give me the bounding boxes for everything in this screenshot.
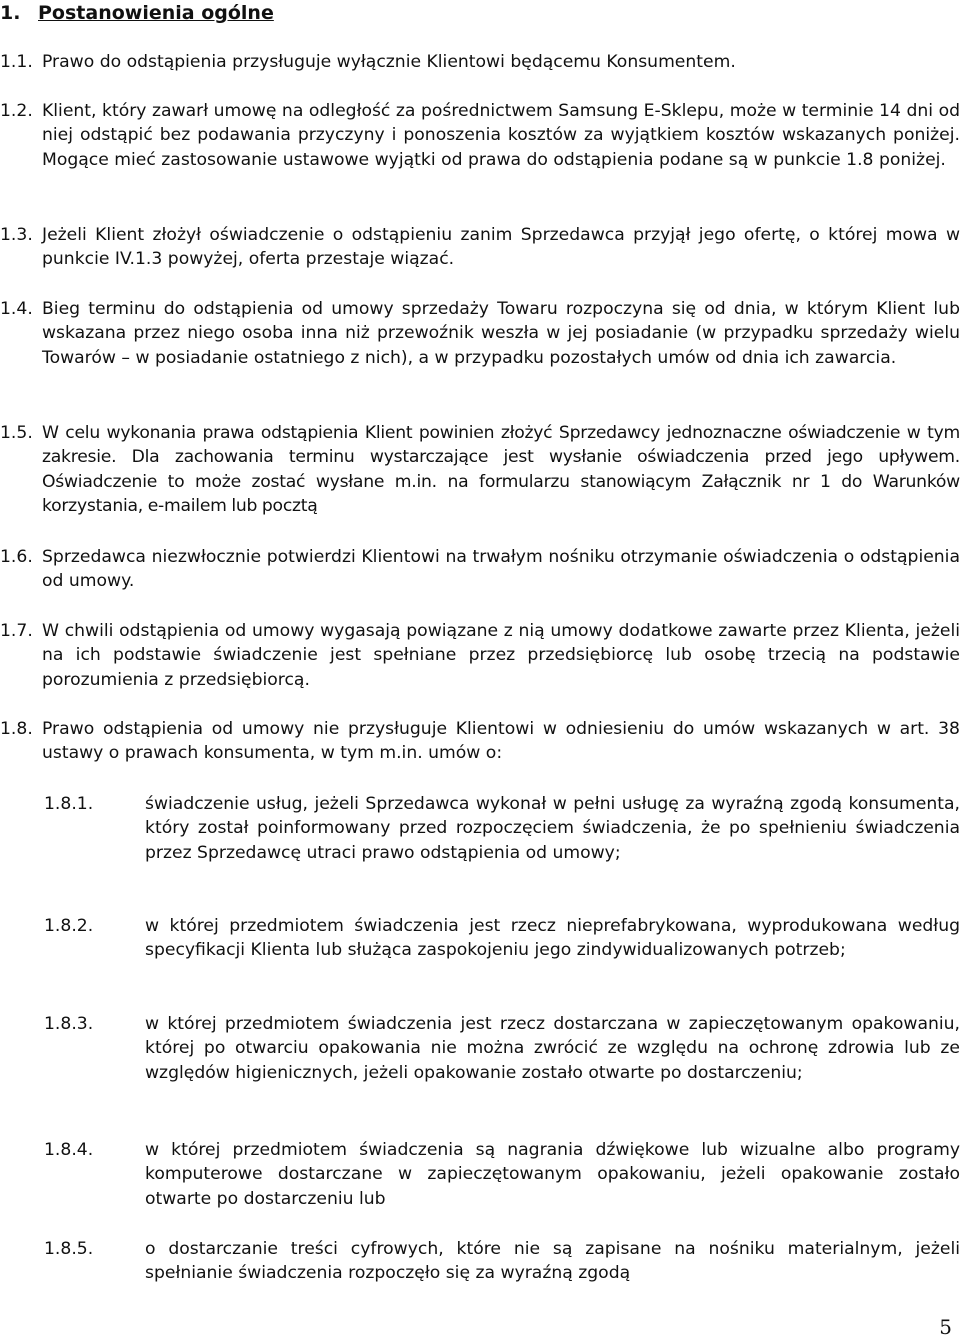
paragraph-1-5: [0, 421, 960, 519]
subitem-1-8-4: [0, 1138, 960, 1211]
paragraph-text: Bieg terminu do odstąpienia od umowy sprzedaży Towaru rozpoczyna się od dnia, w którym Klient lub wskazana przez niego osoba inna niż przewoźnik weszła w jej posiadanie (w przypadku sprzedaży wielu Towarów – w posiadanie ostatniego z nich), a w przypadku pozostałych umów od dnia ich zawarcia.: [42, 299, 960, 368]
paragraph-1-6: [0, 545, 960, 594]
paragraph-1-8: [0, 717, 960, 766]
subitem-text: w której przedmiotem świadczenia jest rzecz dostarczana w zapieczętowanym opakowaniu, której po otwarciu opakowania nie można zwrócić ze względu na ochronę zdrowia lub ze względów higienicznych, jeżeli opakowanie zostało otwarte po dostarczeniu;: [145, 1014, 960, 1083]
paragraph-number: 1.6.: [0, 547, 33, 567]
paragraph-number: 1.8.: [0, 719, 33, 739]
paragraph-1-1: [0, 50, 960, 74]
subitem-number: 1.8.5.: [44, 1239, 94, 1259]
paragraph-number: 1.3.: [0, 225, 33, 245]
paragraph-1-7: [0, 619, 960, 692]
subitem-number: 1.8.2.: [44, 916, 94, 936]
section-heading: [0, 2, 274, 24]
paragraph-text: Jeżeli Klient złożył oświadczenie o odstąpieniu zanim Sprzedawca przyjął jego ofertę, o której mowa w punkcie IV.1.3 powyżej, oferta przestaje wiązać.: [42, 225, 960, 270]
subitem-text: w której przedmiotem świadczenia są nagrania dźwiękowe lub wizualne albo programy komputerowe dostarczane w zapieczętowanym opakowaniu, jeżeli opakowanie zostało otwarte po dostarczeniu lub: [145, 1140, 960, 1209]
paragraph-number: 1.5.: [0, 423, 33, 443]
subitem-number: 1.8.1.: [44, 794, 94, 814]
paragraph-1-3: [0, 223, 960, 272]
paragraph-text: Prawo odstąpienia od umowy nie przysługuje Klientowi w odniesieniu do umów wskazanych w art. 38 ustawy o prawach konsumenta, w tym m.in. umów o:: [42, 719, 960, 764]
subitem-text: w której przedmiotem świadczenia jest rzecz nieprefabrykowana, wyprodukowana według specyfikacji Klienta lub służąca zaspokojeniu jego zindywidualizowanych potrzeb;: [145, 916, 960, 961]
paragraph-text: W chwili odstąpienia od umowy wygasają powiązane z nią umowy dodatkowe zawarte przez Klienta, jeżeli na ich podstawie świadczenie jest spełniane przez przedsiębiorcę lub osobę trzecią na podstawie porozumienia z przedsiębiorcą.: [42, 621, 960, 690]
page-number: 5: [939, 1315, 952, 1339]
paragraph-text: Sprzedawca niezwłocznie potwierdzi Klientowi na trwałym nośniku otrzymanie oświadczenia o odstąpienia od umowy.: [42, 547, 960, 592]
paragraph-number: 1.4.: [0, 299, 33, 319]
subitem-number: 1.8.3.: [44, 1014, 94, 1034]
subitem-1-8-2: [0, 914, 960, 963]
paragraph-1-4: [0, 297, 960, 370]
subitem-1-8-5: [0, 1237, 960, 1286]
paragraph-number: 1.2.: [0, 101, 33, 121]
paragraph-number: 1.1.: [0, 52, 33, 72]
section-title: Postanowienia ogólne: [38, 2, 274, 24]
paragraph-1-2: [0, 99, 960, 172]
subitem-text: o dostarczanie treści cyfrowych, które nie są zapisane na nośniku materialnym, jeżeli spełnianie świadczenia rozpoczęło się za wyraźną zgodą: [145, 1239, 960, 1284]
subitem-number: 1.8.4.: [44, 1140, 94, 1160]
paragraph-text: Prawo do odstąpienia przysługuje wyłącznie Klientowi będącemu Konsumentem.: [42, 52, 736, 72]
subitem-1-8-1: [0, 792, 960, 865]
paragraph-text: W celu wykonania prawa odstąpienia Klient powinien złożyć Sprzedawcy jednoznaczne oświadczenie w tym zakresie. Dla zachowania terminu wystarczające jest wysłanie oświadczenia przed jego upływem. Oświadczenie to może zostać wysłane m.in. na formularzu stanowiącym Załącznik nr 1 do Warunków korzystania, e-mailem lub pocztą: [42, 423, 960, 517]
subitem-text: świadczenie usług, jeżeli Sprzedawca wykonał w pełni usługę za wyraźną zgodą konsumenta, który został poinformowany przed rozpoczęciem świadczenia, że po spełnieniu świadczenia przez Sprzedawcę utraci prawo odstąpienia od umowy;: [145, 794, 960, 863]
paragraph-text: Klient, który zawarł umowę na odległość za pośrednictwem Samsung E-Sklepu, może w terminie 14 dni od niej odstąpić bez podawania przyczyny i ponoszenia kosztów za wyjątkiem kosztów wskazanych poniżej. Mogące mieć zastosowanie ustawowe wyjątki od prawa do odstąpienia podane są w punkcie 1.8 poniżej.: [42, 101, 960, 170]
subitem-1-8-3: [0, 1012, 960, 1085]
section-number: 1.: [0, 2, 21, 24]
paragraph-number: 1.7.: [0, 621, 33, 641]
